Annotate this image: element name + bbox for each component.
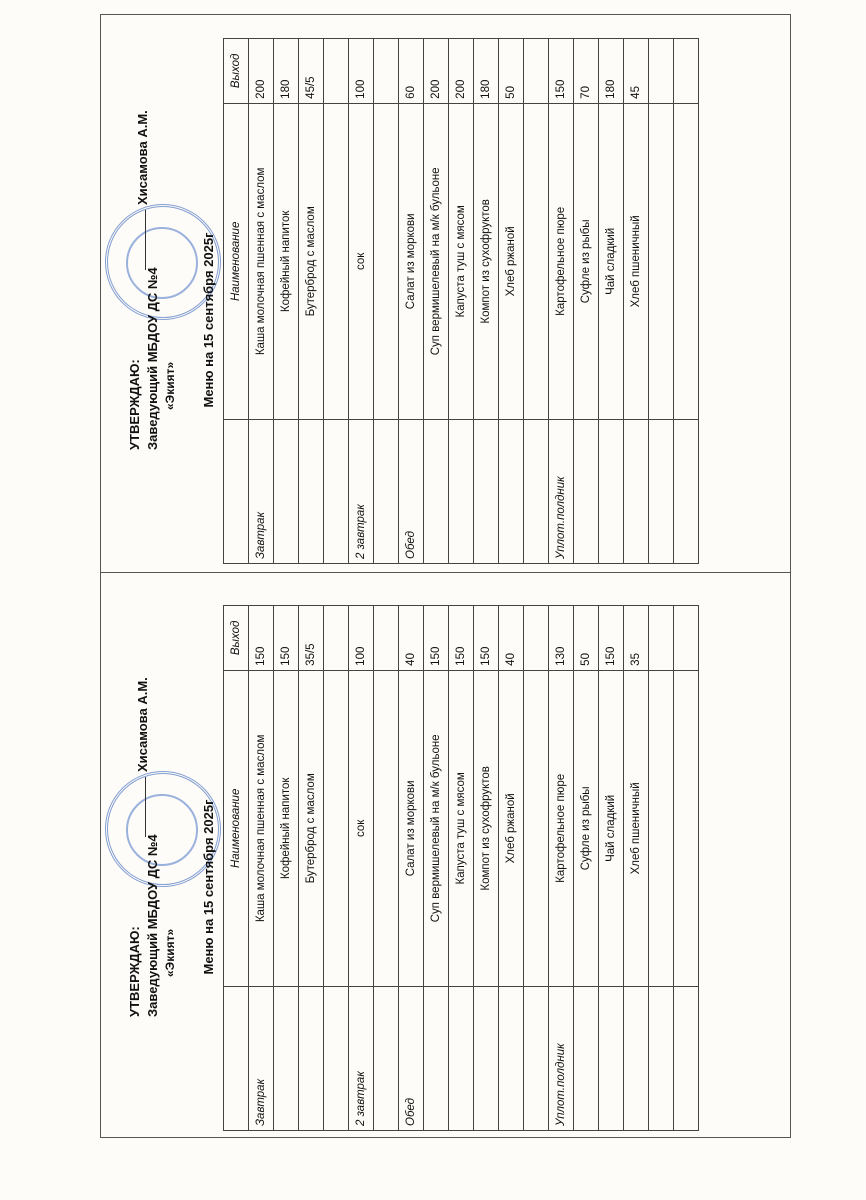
meal-cell: Обед [399, 419, 424, 563]
portion-cell [524, 39, 549, 104]
portion-cell: 40 [499, 606, 524, 671]
dish-cell [649, 103, 674, 419]
dish-cell [324, 670, 349, 986]
portion-cell [674, 39, 699, 104]
table-header-row [224, 606, 249, 1131]
signer-name: Хисамова А.М. [135, 110, 150, 205]
menu-table [223, 605, 699, 1131]
dish-cell: Хлеб пшеничный [624, 103, 649, 419]
table-row [599, 39, 624, 564]
portion-cell: 180 [599, 39, 624, 104]
portion-cell [649, 39, 674, 104]
table-row [574, 606, 599, 1131]
dish-cell [524, 670, 549, 986]
table-row [449, 606, 474, 1131]
table-row [574, 39, 599, 564]
table-row [474, 606, 499, 1131]
dish-cell: Суп вермишелевый на м/к бульоне [424, 670, 449, 986]
table-row [349, 606, 374, 1131]
menu-table [223, 38, 699, 564]
page-divider [100, 572, 791, 573]
meal-cell [674, 419, 699, 563]
signature-line [145, 777, 146, 837]
portion-cell: 40 [399, 606, 424, 671]
column-header: Наименование [224, 103, 249, 419]
portion-cell: 70 [574, 39, 599, 104]
meal-cell [499, 419, 524, 563]
meal-cell [574, 986, 599, 1130]
portion-cell: 150 [249, 606, 274, 671]
portion-cell: 130 [549, 606, 574, 671]
portion-cell [324, 606, 349, 671]
portion-cell: 45 [624, 39, 649, 104]
table-row [274, 606, 299, 1131]
meal-cell [499, 986, 524, 1130]
table-row [324, 606, 349, 1131]
dish-cell: Чай сладкий [599, 103, 624, 419]
portion-cell [674, 606, 699, 671]
menu-sheet-2 [101, 597, 791, 1137]
table-row [299, 39, 324, 564]
meal-cell [649, 419, 674, 563]
dish-cell: Компот из сухофруктов [474, 103, 499, 419]
portion-cell: 200 [424, 39, 449, 104]
dish-cell: Капуста туш с мясом [449, 103, 474, 419]
meal-cell [274, 419, 299, 563]
dish-cell: сок [349, 103, 374, 419]
portion-cell: 35 [624, 606, 649, 671]
portion-cell: 150 [599, 606, 624, 671]
meal-cell [449, 986, 474, 1130]
approval-position: Заведующий МБДОУ ДС №4 [145, 267, 160, 450]
menu-sheet-1 [101, 30, 791, 570]
column-header [224, 419, 249, 563]
meal-cell: Уплот.полдник [549, 419, 574, 563]
meal-cell [524, 419, 549, 563]
dish-cell: Бутерброд с маслом [299, 103, 324, 419]
table-row [499, 606, 524, 1131]
table-row [499, 39, 524, 564]
table-row [649, 39, 674, 564]
portion-cell: 200 [449, 39, 474, 104]
dish-cell: Компот из сухофруктов [474, 670, 499, 986]
signature-line [145, 210, 146, 270]
dish-cell: Суфле из рыбы [574, 670, 599, 986]
meal-cell [624, 986, 649, 1130]
meal-cell [599, 986, 624, 1130]
portion-cell: 180 [474, 39, 499, 104]
table-row [649, 606, 674, 1131]
meal-cell [524, 986, 549, 1130]
table-row [674, 39, 699, 564]
table-row [624, 39, 649, 564]
menu-title: Меню на 15 сентября 2025г [201, 799, 216, 975]
meal-cell [649, 986, 674, 1130]
portion-cell [649, 606, 674, 671]
dish-cell: Кофейный напиток [274, 103, 299, 419]
dish-cell: Бутерброд с маслом [299, 670, 324, 986]
dish-cell: Чай сладкий [599, 670, 624, 986]
dish-cell: Салат из моркови [399, 103, 424, 419]
portion-cell: 180 [274, 39, 299, 104]
portion-cell [374, 39, 399, 104]
portion-cell [524, 606, 549, 671]
table-row [549, 606, 574, 1131]
table-header-row [224, 39, 249, 564]
portion-cell: 150 [424, 606, 449, 671]
portion-cell: 150 [474, 606, 499, 671]
portion-cell: 35/5 [299, 606, 324, 671]
portion-cell: 60 [399, 39, 424, 104]
column-header: Наименование [224, 670, 249, 986]
approval-org: «Экият» [163, 928, 177, 977]
dish-cell: Хлеб ржаной [499, 103, 524, 419]
column-header: Выход [224, 606, 249, 671]
table-row [524, 39, 549, 564]
dish-cell: Суфле из рыбы [574, 103, 599, 419]
table-row [349, 39, 374, 564]
portion-cell: 200 [249, 39, 274, 104]
table-row [324, 39, 349, 564]
portion-cell: 150 [449, 606, 474, 671]
table-row [299, 606, 324, 1131]
meal-cell [299, 986, 324, 1130]
signer-name: Хисамова А.М. [135, 677, 150, 772]
dish-cell [674, 670, 699, 986]
meal-cell: 2 завтрак [349, 986, 374, 1130]
dish-cell: Кофейный напиток [274, 670, 299, 986]
table-row [599, 606, 624, 1131]
approval-org: «Экият» [163, 361, 177, 410]
portion-cell: 150 [549, 39, 574, 104]
dish-cell [374, 103, 399, 419]
meal-cell [624, 419, 649, 563]
meal-cell: Уплот.полдник [549, 986, 574, 1130]
portion-cell [324, 39, 349, 104]
dish-cell: Суп вермишелевый на м/к бульоне [424, 103, 449, 419]
dish-cell: сок [349, 670, 374, 986]
approval-position: Заведующий МБДОУ ДС №4 [145, 834, 160, 1017]
meal-cell: Завтрак [249, 419, 274, 563]
meal-cell [274, 986, 299, 1130]
dish-cell: Каша молочная пшенная с маслом [249, 103, 274, 419]
table-row [524, 606, 549, 1131]
meal-cell [674, 986, 699, 1130]
table-row [449, 39, 474, 564]
meal-cell [374, 986, 399, 1130]
table-row [424, 39, 449, 564]
approval-heading: УТВЕРЖДАЮ: [127, 926, 142, 1017]
meal-cell [474, 419, 499, 563]
table-row [424, 606, 449, 1131]
dish-cell: Хлеб ржаной [499, 670, 524, 986]
portion-cell: 50 [499, 39, 524, 104]
meal-cell [324, 986, 349, 1130]
dish-cell [324, 103, 349, 419]
meal-cell [474, 986, 499, 1130]
table-row [374, 606, 399, 1131]
table-row [249, 606, 274, 1131]
dish-cell: Картофельное пюре [549, 103, 574, 419]
table-row [549, 39, 574, 564]
portion-cell: 45/5 [299, 39, 324, 104]
portion-cell: 50 [574, 606, 599, 671]
portion-cell: 150 [274, 606, 299, 671]
dish-cell [524, 103, 549, 419]
dish-cell: Хлеб пшеничный [624, 670, 649, 986]
meal-cell: Обед [399, 986, 424, 1130]
meal-cell [449, 419, 474, 563]
dish-cell [374, 670, 399, 986]
portion-cell: 100 [349, 39, 374, 104]
table-row [274, 39, 299, 564]
table-row [249, 39, 274, 564]
meal-cell [324, 419, 349, 563]
portion-cell: 100 [349, 606, 374, 671]
meal-cell: Завтрак [249, 986, 274, 1130]
dish-cell [649, 670, 674, 986]
meal-cell [574, 419, 599, 563]
meal-cell: 2 завтрак [349, 419, 374, 563]
table-row [399, 606, 424, 1131]
column-header: Выход [224, 39, 249, 104]
dish-cell: Каша молочная пшенная с маслом [249, 670, 274, 986]
meal-cell [374, 419, 399, 563]
dish-cell [674, 103, 699, 419]
table-row [399, 39, 424, 564]
meal-cell [424, 986, 449, 1130]
dish-cell: Картофельное пюре [549, 670, 574, 986]
dish-cell: Салат из моркови [399, 670, 424, 986]
table-row [674, 606, 699, 1131]
dish-cell: Капуста туш с мясом [449, 670, 474, 986]
menu-title: Меню на 15 сентября 2025г [201, 232, 216, 408]
portion-cell [374, 606, 399, 671]
meal-cell [599, 419, 624, 563]
meal-cell [424, 419, 449, 563]
approval-heading: УТВЕРЖДАЮ: [127, 359, 142, 450]
table-row [624, 606, 649, 1131]
column-header [224, 986, 249, 1130]
table-row [374, 39, 399, 564]
meal-cell [299, 419, 324, 563]
table-row [474, 39, 499, 564]
